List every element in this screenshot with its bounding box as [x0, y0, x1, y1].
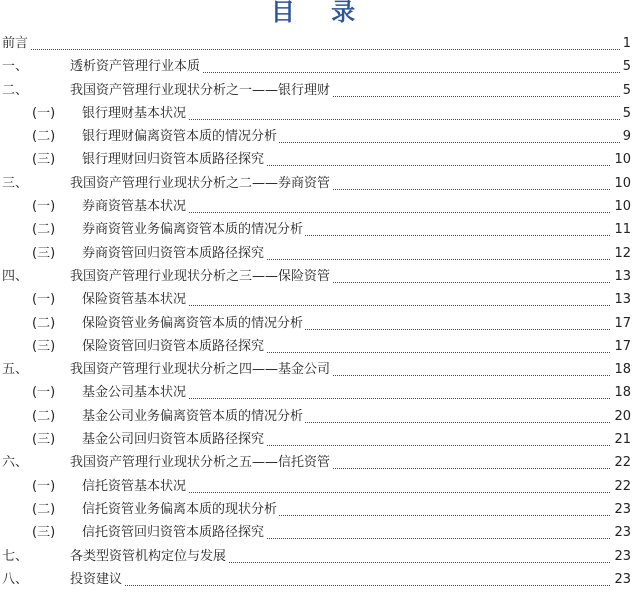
- toc-entry[interactable]: [0, 475, 640, 498]
- toc-entry-label: 保险资管基本状况: [82, 288, 188, 311]
- toc-entry[interactable]: [0, 545, 640, 568]
- toc-entry-page-number: 13: [611, 265, 631, 288]
- toc-entry-number: (一): [32, 105, 56, 121]
- toc-entry-number: 二、: [2, 82, 29, 98]
- toc-entry-label: 信托资管业务偏离本质的现状分析: [82, 498, 279, 521]
- toc-entry-label: 投资建议: [70, 568, 124, 591]
- toc-entry[interactable]: [0, 102, 640, 125]
- dot-leader: [2, 32, 628, 50]
- toc-entry-label: 券商资管回归资管本质路径探究: [82, 242, 266, 265]
- toc-entry-number: (二): [32, 408, 56, 424]
- toc-entry-page-number: 18: [611, 358, 631, 381]
- toc-entry-number: (三): [32, 525, 56, 541]
- toc-entry-number: (二): [32, 222, 56, 238]
- toc-entry-number: 一、: [2, 59, 29, 75]
- toc-entry[interactable]: [0, 521, 640, 544]
- toc-entry-page-number: 17: [611, 312, 631, 335]
- toc-entry-label: 我国资产管理行业现状分析之一——银行理财: [70, 79, 332, 102]
- toc-entry-page-number: 17: [611, 335, 631, 358]
- toc-entry-label: 券商资管基本状况: [82, 195, 188, 218]
- toc-entry-label: 信托资管基本状况: [82, 475, 188, 498]
- toc-entry[interactable]: [0, 125, 640, 148]
- toc-entry-page-number: 23: [611, 498, 631, 521]
- toc-entry-label: 信托资管回归资管本质路径探究: [82, 521, 266, 544]
- toc-entry-label: 券商资管业务偏离资管本质的情况分析: [82, 218, 305, 241]
- toc-entry-page-number: 18: [611, 381, 631, 404]
- toc-entry[interactable]: [0, 148, 640, 171]
- toc-entry-number: 七、: [2, 548, 29, 564]
- toc-entry[interactable]: [0, 498, 640, 521]
- toc-entry-number: 四、: [2, 268, 29, 284]
- toc-entry-label: 我国资产管理行业现状分析之五——信托资管: [70, 451, 332, 474]
- toc-entry[interactable]: [0, 195, 640, 218]
- toc-entry-label: 基金公司基本状况: [82, 381, 188, 404]
- toc-entry-number: 六、: [2, 455, 29, 471]
- toc-entry[interactable]: [0, 288, 640, 311]
- toc-entry-number: (三): [32, 338, 56, 354]
- toc-entry-number: (二): [32, 501, 56, 517]
- toc-entry-label: 我国资产管理行业现状分析之三——保险资管: [70, 265, 332, 288]
- toc-entry-page-number: 23: [611, 568, 631, 591]
- page-title: 目 录: [270, 0, 370, 26]
- dot-leader: [70, 568, 628, 586]
- toc-entry[interactable]: [0, 79, 640, 102]
- toc-entry-label: 基金公司回归资管本质路径探究: [82, 428, 266, 451]
- toc-entry-page-number: 10: [611, 148, 631, 171]
- toc-entry-number: 八、: [2, 571, 29, 587]
- toc-entry-label: 我国资产管理行业现状分析之二——券商资管: [70, 172, 332, 195]
- toc-entry-number: 五、: [2, 362, 29, 378]
- toc-entry-number: (二): [32, 129, 56, 145]
- toc-entry-page-number: 5: [620, 102, 631, 125]
- toc-entry-number: (一): [32, 385, 56, 401]
- toc-entry[interactable]: [0, 265, 640, 288]
- toc-entry-page-number: 1: [620, 32, 631, 55]
- toc-entry-label: 银行理财偏离资管本质的情况分析: [82, 125, 279, 148]
- toc-entry-number: 三、: [2, 175, 29, 191]
- toc-entry[interactable]: [0, 32, 640, 55]
- toc-entry-page-number: 5: [620, 79, 631, 102]
- toc-entry-number: (三): [32, 245, 56, 261]
- toc-entry[interactable]: [0, 428, 640, 451]
- toc-entry-label: 基金公司业务偏离资管本质的情况分析: [82, 405, 305, 428]
- toc-entry-page-number: 5: [620, 55, 631, 78]
- toc-entry[interactable]: [0, 451, 640, 474]
- toc-entry[interactable]: [0, 218, 640, 241]
- toc-entry-page-number: 20: [611, 405, 631, 428]
- toc-entry-page-number: 13: [611, 288, 631, 311]
- toc-entry-number: (一): [32, 199, 56, 215]
- toc-entry[interactable]: [0, 312, 640, 335]
- toc-entry-page-number: 22: [611, 475, 631, 498]
- toc-entry-label: 透析资产管理行业本质: [70, 55, 202, 78]
- toc-entry-page-number: 10: [611, 195, 631, 218]
- toc-entry-label: 保险资管业务偏离资管本质的情况分析: [82, 312, 305, 335]
- toc-entry-number: (三): [32, 432, 56, 448]
- toc-entry-label: 前言: [2, 32, 30, 55]
- toc-entry[interactable]: [0, 242, 640, 265]
- toc-entry-number: (一): [32, 478, 56, 494]
- toc-entry-page-number: 9: [620, 125, 631, 148]
- toc-entry[interactable]: [0, 381, 640, 404]
- toc-entry-label: 我国资产管理行业现状分析之四——基金公司: [70, 358, 332, 381]
- toc-entry[interactable]: [0, 405, 640, 428]
- toc-entry[interactable]: [0, 55, 640, 78]
- toc-entry-page-number: 23: [611, 545, 631, 568]
- toc-entry[interactable]: [0, 335, 640, 358]
- toc-entry-label: 银行理财回归资管本质路径探究: [82, 148, 266, 171]
- toc-entry[interactable]: [0, 568, 640, 591]
- toc-entry-label: 各类型资管机构定位与发展: [70, 545, 228, 568]
- toc-entry-page-number: 10: [611, 172, 631, 195]
- toc-entry-page-number: 23: [611, 521, 631, 544]
- toc-entry-page-number: 12: [611, 242, 631, 265]
- toc-entry-page-number: 22: [611, 451, 631, 474]
- toc-entry-page-number: 11: [611, 218, 631, 241]
- toc-entry[interactable]: [0, 172, 640, 195]
- toc-entry[interactable]: [0, 358, 640, 381]
- toc-entry-label: 银行理财基本状况: [82, 102, 188, 125]
- toc-entry-label: 保险资管回归资管本质路径探究: [82, 335, 266, 358]
- toc-entry-number: (一): [32, 292, 56, 308]
- toc-entry-page-number: 21: [611, 428, 631, 451]
- toc-entry-number: (二): [32, 315, 56, 331]
- toc-entry-number: (三): [32, 152, 56, 168]
- table-of-contents: [0, 32, 640, 591]
